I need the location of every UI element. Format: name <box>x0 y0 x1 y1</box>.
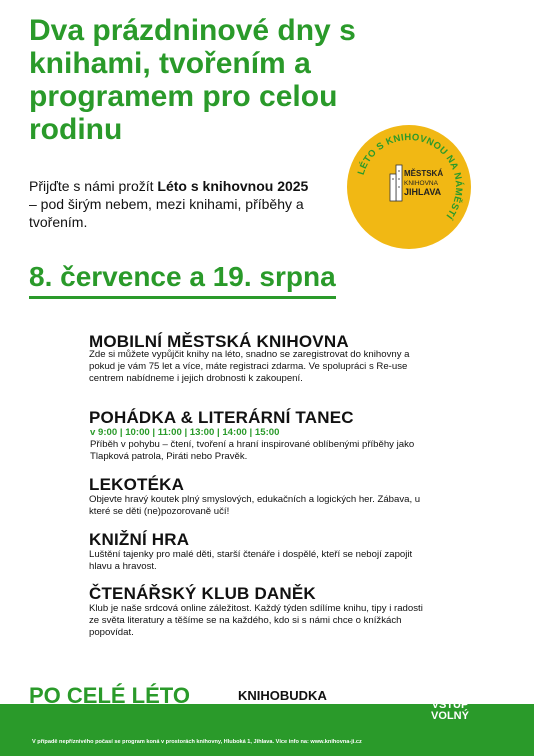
section-title: MOBILNÍ MĚSTSKÁ KNIHOVNA <box>89 332 349 351</box>
section-mobilni-knihovna <box>89 333 429 385</box>
section-title: POHÁDKA & LITERÁRNÍ TANEC <box>89 408 354 427</box>
badge-ring-text: LÉTO S KNIHOVNOU NA NÁMĚSTÍ <box>355 131 465 222</box>
section-title: KNIŽNÍ HRA <box>89 530 190 549</box>
section-ctenarsky-klub <box>89 585 429 639</box>
section-title: ČTENÁŘSKÝ KLUB DANĚK <box>89 584 316 603</box>
intro-bold: Léto s knihovnou 2025 <box>157 178 309 194</box>
section-title: LEKOTÉKA <box>89 475 185 494</box>
vstup-volny-label: VSTUP VOLNÝ <box>431 699 469 722</box>
intro-text <box>29 177 319 231</box>
logo-line2: KNIHOVNA <box>404 180 438 187</box>
footer-note: V případě nepříznivého počasí se program koná v prostorách knihovny, Hluboká 1, Jihlava. Více info na: www.knihovna-ji.cz <box>32 739 362 745</box>
section-times: v 9:00 | 10:00 | 11:00 | 13:00 | 14:00 | 15:00 <box>90 427 280 438</box>
library-logo <box>390 165 443 201</box>
section-text: Zde si můžete vypůjčit knihy na léto, snadno se zaregistrovat do knihovny a pokud je vám 75 let a více, máte registraci zdarma. Ve spolupráci s Re-use centrem nabídneme i jejich drobnosti k zakoupení. <box>89 349 410 384</box>
section-text: Objevte hravý koutek plný smyslových, edukačních a logických her. Zábava, u které se děti (ne)pozorovaně učí! <box>89 494 421 517</box>
section-text: Luštění tajenky pro malé děti, starší čtenáře i dospělé, kteří se nebojí zapojit hlavu a hravost. <box>89 549 413 572</box>
intro-after: – pod širým nebem, mezi knihami, příběhy a tvořením. <box>29 196 304 230</box>
section-lekoteka <box>89 476 429 518</box>
intro-before: Přijďte s námi prožít <box>29 178 158 194</box>
headline: Dva prázdninové dny s knihami, tvořením a programem pro celou rodinu <box>29 14 356 146</box>
logo-line1: MĚSTSKÁ <box>404 169 444 178</box>
section-pohadka <box>89 409 429 463</box>
knihobudka-label: KNIHOBUDKA <box>238 688 327 703</box>
section-knizni-hra <box>89 531 429 573</box>
event-dates: 8. července a 19. srpna <box>29 260 336 299</box>
po-cele-leto-heading: PO CELÉ LÉTO <box>29 683 190 708</box>
section-text: Příběh v pohybu – čtení, tvoření a hraní inspirované oblíbenými příběhy jako Tlapková patrola, Piráti nebo Pravěk. <box>90 439 415 462</box>
logo-line3: JIHLAVA <box>404 187 442 197</box>
section-text: Klub je naše srdcová online záležitost. Každý týden sdílíme knihu, tipy i radosti ze světa literatury a těšíme se na každého, kdo si s námi chce o knížkách popovídat. <box>89 603 423 638</box>
leto-s-knihovnou-badge <box>346 124 472 250</box>
